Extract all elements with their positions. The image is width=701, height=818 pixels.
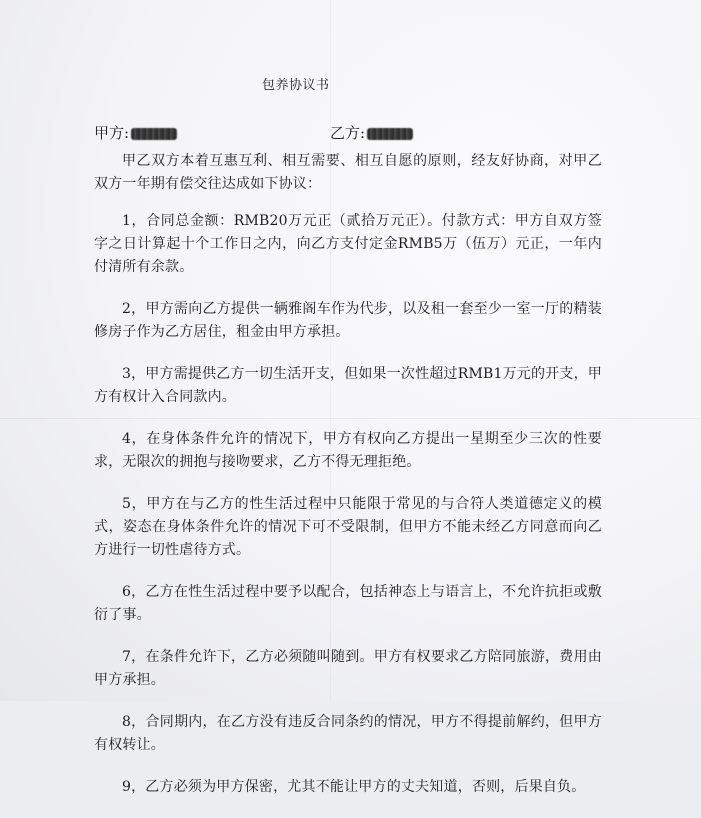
clause-paragraph: 3，甲方需提供乙方一切生活开支，但如果一次性超过RMB1万元的开支，甲方有权计入合同款内。 [94,366,602,405]
clause-paragraph: 2，甲方需向乙方提供一辆雅阁车作为代步，以及租一套至少一室一厅的精装修房子作为乙方居住，租金由甲方承担。 [94,301,602,340]
clause-paragraph: 7，在条件允许下，乙方必须随叫随到。甲方有权要求乙方陪同旅游，费用由甲方承担。 [94,649,602,688]
redacted-name-mark [367,128,413,140]
intro-paragraph: 甲乙双方本着互惠互利、相互需要、相互自愿的原则，经友好协商，对甲乙双方一年期有偿交往达成如下协议： [94,153,602,192]
document-title: 包养协议书 [262,78,330,93]
party-b-label: 乙方: [330,124,366,142]
redacted-name-mark [131,128,177,140]
clause-paragraph: 4，在身体条件允许的情况下，甲方有权向乙方提出一星期至少三次的性要求，无限次的拥抱与接吻要求，乙方不得无理拒绝。 [94,431,602,470]
clause-paragraph: 9，乙方必须为甲方保密，尤其不能让甲方的丈夫知道，否则，后果自负。 [122,779,586,795]
party-a-label: 甲方: [94,124,130,142]
clause-paragraph: 8，合同期内，在乙方没有违反合同条约的情况，甲方不得提前解约，但甲方有权转让。 [94,714,602,753]
clause-paragraph: 5，甲方在与乙方的性生活过程中只能限于常见的与合符人类道德定义的模式，姿态在身体条件允许的情况下可不受限制，但甲方不能未经乙方同意而向乙方进行一切性虐待方式。 [94,496,602,558]
party-b [330,122,413,143]
agreement-body [94,150,602,818]
party-a [94,122,177,143]
clause-paragraph: 6，乙方在性生活过程中要予以配合，包括神态上与语言上，不允许抗拒或敷衍了事。 [94,584,602,623]
clause-paragraph: 1，合同总金额：RMB20万元正（贰拾万元正）。付款方式：甲方自双方签字之日计算起十个工作日之内，向乙方支付定金RMB5万（伍万）元正，一年内付清所有余款。 [94,213,602,275]
